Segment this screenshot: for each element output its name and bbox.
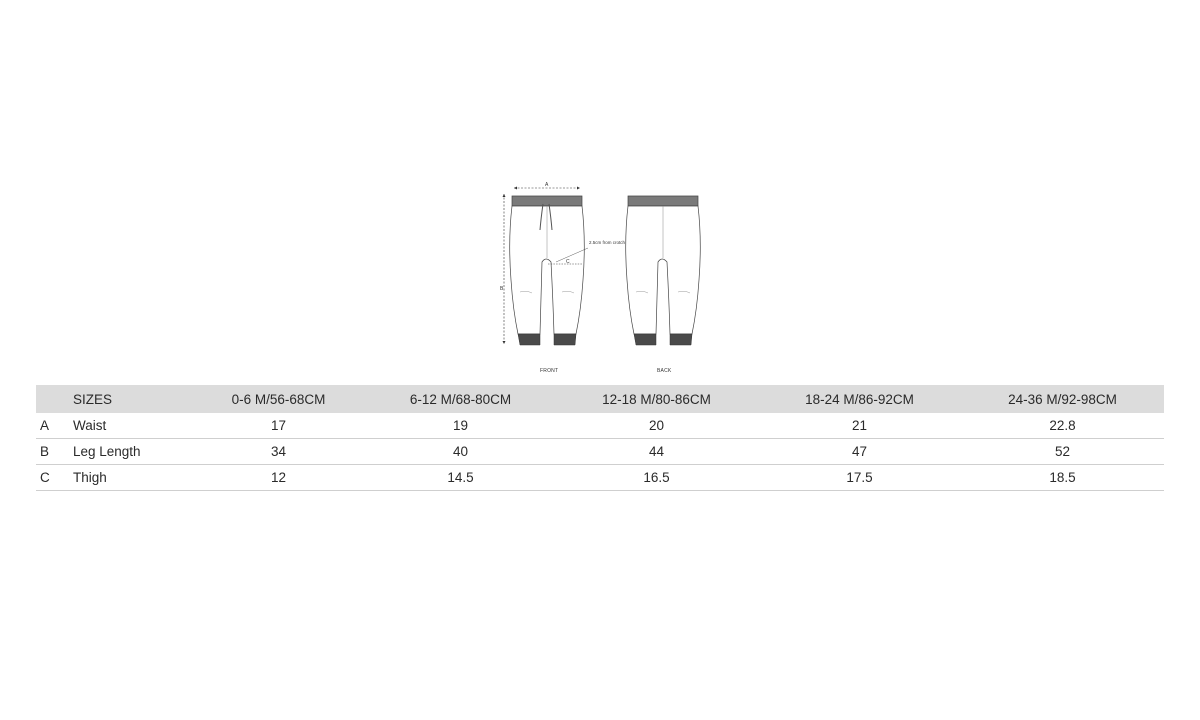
row-code: C [36, 465, 73, 491]
table-cell: 14.5 [366, 465, 555, 491]
pants-illustration [496, 180, 726, 380]
table-cell: 47 [758, 439, 961, 465]
table-cell: 34 [191, 439, 366, 465]
size-chart-table [36, 385, 1164, 491]
crotch-note: 2.5cm from crotch [589, 240, 626, 245]
size-header: 12-18 M/80-86CM [602, 391, 711, 407]
table-cell: 44 [555, 439, 758, 465]
table-cell: 21 [758, 413, 961, 439]
header-code-cell [36, 385, 73, 413]
front-label: FRONT [540, 368, 559, 374]
table-cell: 20 [555, 413, 758, 439]
pants-diagram [496, 180, 726, 380]
size-header: 18-24 M/86-92CM [805, 391, 914, 407]
label-c: C [566, 259, 570, 265]
label-a: A [545, 182, 549, 188]
front-pants-drawing [500, 182, 588, 345]
table-cell: 19 [366, 413, 555, 439]
size-header: 0-6 M/56-68CM [231, 391, 326, 407]
row-code: A [36, 413, 73, 439]
table-row [36, 413, 1164, 439]
table-row [36, 439, 1164, 465]
table-row [36, 465, 1164, 491]
row-name: Thigh [73, 465, 191, 491]
table-cell: 40 [366, 439, 555, 465]
table-cell: 17 [191, 413, 366, 439]
back-label: BACK [657, 368, 672, 374]
table-cell: 16.5 [555, 465, 758, 491]
table-cell: 52 [961, 439, 1164, 465]
header-sizes-label: SIZES [73, 391, 113, 407]
back-pants-drawing [626, 196, 701, 345]
row-name: Waist [73, 413, 191, 439]
table-cell: 17.5 [758, 465, 961, 491]
table-header-row [36, 385, 1164, 413]
label-b: B [500, 286, 504, 292]
table-cell: 22.8 [961, 413, 1164, 439]
size-header: 6-12 M/68-80CM [409, 391, 512, 407]
size-header: 24-36 M/92-98CM [1008, 391, 1117, 407]
table-cell: 18.5 [961, 465, 1164, 491]
table-cell: 12 [191, 465, 366, 491]
row-code: B [36, 439, 73, 465]
row-name: Leg Length [73, 439, 191, 465]
